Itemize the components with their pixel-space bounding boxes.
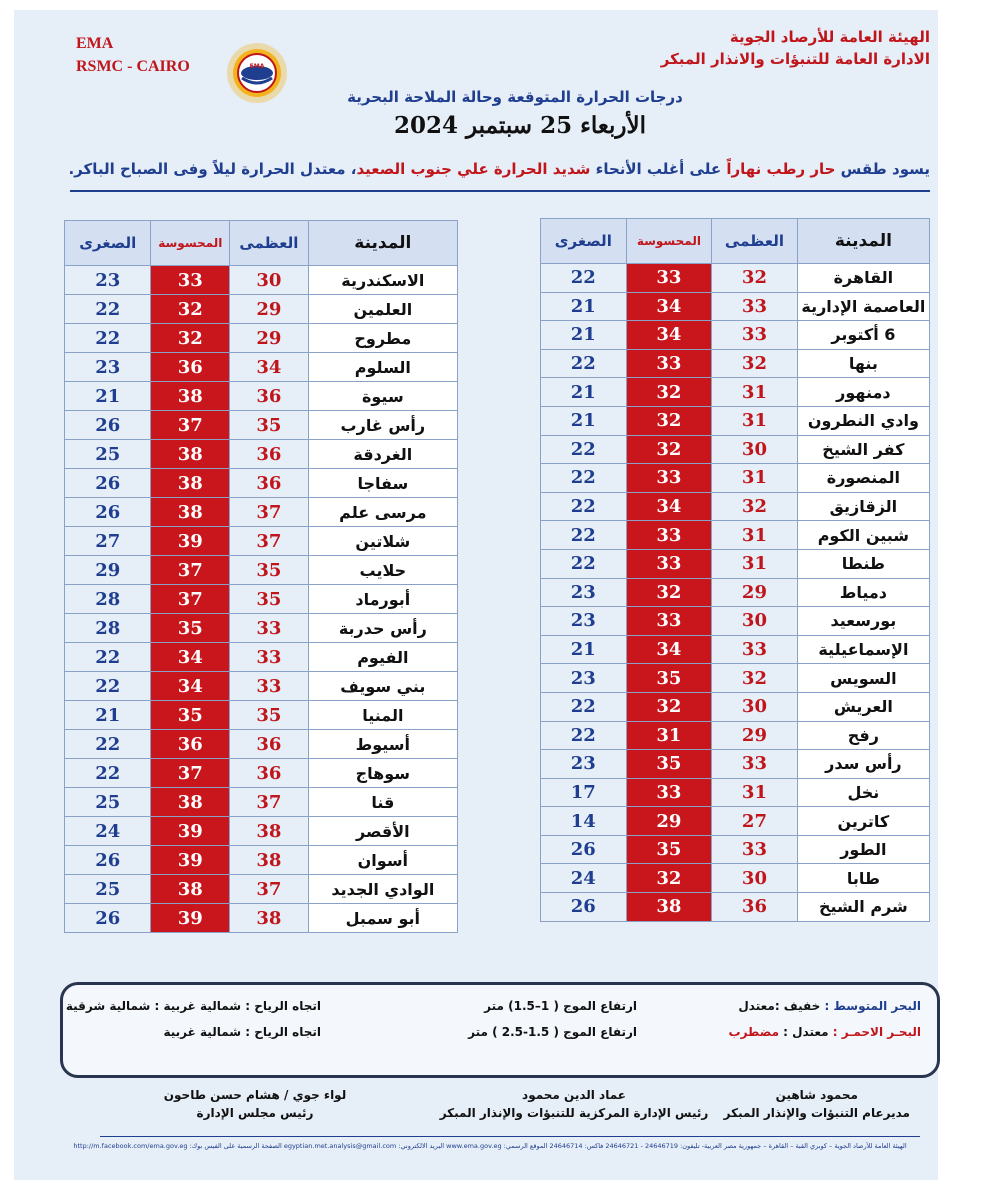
signature-title: مديرعام التنبؤات والإنذار المبكر <box>723 1106 910 1120</box>
max-temp-cell: 36 <box>230 730 309 759</box>
feels-like-temp-cell: 34 <box>626 292 712 321</box>
left-temperature-table <box>64 220 458 933</box>
city-cell: شلاتين <box>308 527 457 556</box>
city-row <box>541 349 930 378</box>
max-temp-cell: 32 <box>712 349 798 378</box>
city-cell: العلمين <box>308 295 457 324</box>
min-temp-cell: 23 <box>541 664 627 693</box>
city-cell: العاصمة الإدارية <box>797 292 929 321</box>
max-temp-cell: 35 <box>230 701 309 730</box>
min-temp-cell: 22 <box>541 692 627 721</box>
summary-part-3: على أغلب الأنحاء <box>590 160 727 178</box>
city-cell: شرم الشيخ <box>797 893 929 922</box>
city-row <box>541 378 930 407</box>
med-sea-label: البحر المتوسط : <box>824 999 921 1013</box>
min-temp-cell: 25 <box>65 788 151 817</box>
feels-like-temp-cell: 38 <box>151 875 230 904</box>
footer-divider <box>100 1136 920 1137</box>
city-cell: رفح <box>797 721 929 750</box>
min-temp-cell: 23 <box>541 750 627 779</box>
min-temp-cell: 22 <box>65 672 151 701</box>
max-temp-cell: 30 <box>712 864 798 893</box>
red-wave-height: ارتفاع الموج ( 1.5-2.5 ) متر <box>468 1025 637 1039</box>
max-temp-cell: 29 <box>712 578 798 607</box>
right-temperature-table <box>540 218 930 922</box>
feels-like-temp-cell: 38 <box>151 440 230 469</box>
city-row <box>541 406 930 435</box>
max-temp-cell: 30 <box>712 435 798 464</box>
feels-like-temp-cell: 32 <box>151 295 230 324</box>
ema-logo-icon <box>218 38 296 108</box>
city-cell: سفاجا <box>308 469 457 498</box>
city-row <box>65 643 458 672</box>
min-temp-cell: 17 <box>541 778 627 807</box>
min-temp-cell: 27 <box>65 527 151 556</box>
city-row <box>65 324 458 353</box>
footer-contact: الهيئة العامة للأرصاد الجوية – كوبري القبة – القاهرة – جمهورية مصر العربية- تليفون: 24646719 - 24646721 فاكس: 24646714 الموقع الرسمي: www.ema.gov.eg البريد الالكتروني: egyptian.met.analysis@gmail.com الصفحة الرسمية على الفيس بوك: http://m.facebook.com/ema.gov.eg <box>73 1142 907 1150</box>
feels-like-temp-cell: 34 <box>151 643 230 672</box>
city-row <box>65 730 458 759</box>
svg-text:EMA: EMA <box>249 63 265 70</box>
city-cell: الإسماعيلية <box>797 635 929 664</box>
max-temp-cell: 33 <box>712 750 798 779</box>
max-temp-cell: 37 <box>230 788 309 817</box>
min-temp-cell: 23 <box>65 353 151 382</box>
city-cell: نخل <box>797 778 929 807</box>
feels-like-temp-cell: 32 <box>626 378 712 407</box>
min-temp-cell: 26 <box>541 893 627 922</box>
city-row <box>541 607 930 636</box>
max-temp-cell: 29 <box>712 721 798 750</box>
feels-like-temp-cell: 31 <box>626 721 712 750</box>
city-cell: رأس حدربة <box>308 614 457 643</box>
red-sea-label: البحـر الاحمـر : <box>832 1025 921 1039</box>
city-cell: كاترين <box>797 807 929 836</box>
feels-like-temp-cell: 33 <box>151 266 230 295</box>
city-cell: حلايب <box>308 556 457 585</box>
header-max: العظمى <box>712 219 798 264</box>
signature-name: عماد الدين محمود <box>522 1088 626 1102</box>
city-row <box>541 635 930 664</box>
summary-part-1: يسود طقس <box>835 160 930 178</box>
max-temp-cell: 33 <box>712 835 798 864</box>
city-row <box>541 321 930 350</box>
max-temp-cell: 31 <box>712 464 798 493</box>
city-cell: دمياط <box>797 578 929 607</box>
min-temp-cell: 22 <box>65 730 151 759</box>
min-temp-cell: 22 <box>541 549 627 578</box>
min-temp-cell: 21 <box>541 635 627 664</box>
max-temp-cell: 33 <box>712 321 798 350</box>
min-temp-cell: 25 <box>65 875 151 904</box>
city-row <box>65 295 458 324</box>
feels-like-temp-cell: 39 <box>151 904 230 933</box>
min-temp-cell: 28 <box>65 614 151 643</box>
max-temp-cell: 30 <box>712 607 798 636</box>
feels-like-temp-cell: 33 <box>626 264 712 293</box>
city-cell: بورسعيد <box>797 607 929 636</box>
bulletin-date: الأربعاء 25 سبتمبر 2024 <box>393 112 647 139</box>
city-cell: أبو سمبل <box>308 904 457 933</box>
city-row <box>65 614 458 643</box>
weather-summary <box>70 160 930 178</box>
city-row <box>541 264 930 293</box>
feels-like-temp-cell: 38 <box>151 469 230 498</box>
city-cell: 6 أكتوبر <box>797 321 929 350</box>
city-row <box>541 578 930 607</box>
city-cell: وادي النطرون <box>797 406 929 435</box>
max-temp-cell: 31 <box>712 406 798 435</box>
city-cell: الفيوم <box>308 643 457 672</box>
signature-name: لواء جوي / هشام حسن طاحون <box>163 1088 347 1102</box>
city-row <box>541 721 930 750</box>
header-feel: المحسوسة <box>626 219 712 264</box>
city-row <box>65 266 458 295</box>
max-temp-cell: 31 <box>712 378 798 407</box>
feels-like-temp-cell: 33 <box>626 778 712 807</box>
city-row <box>65 440 458 469</box>
city-row <box>541 549 930 578</box>
min-temp-cell: 22 <box>541 721 627 750</box>
feels-like-temp-cell: 33 <box>626 607 712 636</box>
city-cell: رأس سدر <box>797 750 929 779</box>
red-sea-status <box>729 1025 921 1039</box>
city-cell: السويس <box>797 664 929 693</box>
city-cell: طنطا <box>797 549 929 578</box>
feels-like-temp-cell: 32 <box>626 435 712 464</box>
min-temp-cell: 25 <box>65 440 151 469</box>
signature-chairman <box>140 1088 370 1120</box>
header-min: الصغرى <box>65 221 151 266</box>
ema-header-text <box>76 32 216 78</box>
min-temp-cell: 22 <box>65 759 151 788</box>
city-cell: أبورماد <box>308 585 457 614</box>
city-cell: كفر الشيخ <box>797 435 929 464</box>
city-cell: رأس غارب <box>308 411 457 440</box>
min-temp-cell: 22 <box>65 324 151 353</box>
min-temp-cell: 24 <box>65 817 151 846</box>
max-temp-cell: 35 <box>230 411 309 440</box>
city-cell: المنيا <box>308 701 457 730</box>
min-temp-cell: 26 <box>65 846 151 875</box>
max-temp-cell: 37 <box>230 527 309 556</box>
min-temp-cell: 23 <box>541 607 627 636</box>
min-temp-cell: 21 <box>541 406 627 435</box>
max-temp-cell: 30 <box>230 266 309 295</box>
feels-like-temp-cell: 35 <box>151 614 230 643</box>
feels-like-temp-cell: 36 <box>151 730 230 759</box>
max-temp-cell: 27 <box>712 807 798 836</box>
min-temp-cell: 23 <box>65 266 151 295</box>
city-cell: قنا <box>308 788 457 817</box>
feels-like-temp-cell: 34 <box>626 321 712 350</box>
city-row <box>65 411 458 440</box>
city-row <box>541 893 930 922</box>
max-temp-cell: 33 <box>712 292 798 321</box>
feels-like-temp-cell: 32 <box>626 692 712 721</box>
city-row <box>541 435 930 464</box>
feels-like-temp-cell: 33 <box>626 521 712 550</box>
max-temp-cell: 37 <box>230 498 309 527</box>
org-name: الهيئة العامة للأرصاد الجوية <box>729 28 930 46</box>
city-cell: شبين الكوم <box>797 521 929 550</box>
med-wind-direction: اتجاه الرياح : شمالية غربية : شمالية شرقية <box>65 999 321 1013</box>
max-temp-cell: 38 <box>230 846 309 875</box>
sea-conditions-box <box>60 982 940 1078</box>
feels-like-temp-cell: 35 <box>626 835 712 864</box>
min-temp-cell: 28 <box>65 585 151 614</box>
header-feel: المحسوسة <box>151 221 230 266</box>
min-temp-cell: 22 <box>541 264 627 293</box>
feels-like-temp-cell: 32 <box>626 406 712 435</box>
feels-like-temp-cell: 34 <box>151 672 230 701</box>
city-row <box>541 778 930 807</box>
med-wave-height: ارتفاع الموج ( 1–1.5) متر <box>484 999 637 1013</box>
min-temp-cell: 22 <box>541 521 627 550</box>
signature-title: رئيس الإدارة المركزية للتنبؤات والإنذار المبكر <box>439 1106 709 1120</box>
max-temp-cell: 35 <box>230 556 309 585</box>
header-city: المدينة <box>797 219 929 264</box>
max-temp-cell: 31 <box>712 521 798 550</box>
min-temp-cell: 24 <box>541 864 627 893</box>
city-cell: أسيوط <box>308 730 457 759</box>
max-temp-cell: 33 <box>230 643 309 672</box>
feels-like-temp-cell: 29 <box>626 807 712 836</box>
city-row <box>541 835 930 864</box>
max-temp-cell: 33 <box>230 614 309 643</box>
city-cell: العريش <box>797 692 929 721</box>
city-cell: الزقازيق <box>797 492 929 521</box>
min-temp-cell: 21 <box>65 701 151 730</box>
feels-like-temp-cell: 39 <box>151 846 230 875</box>
signature-forecast-director <box>724 1088 910 1120</box>
max-temp-cell: 32 <box>712 492 798 521</box>
feels-like-temp-cell: 39 <box>151 817 230 846</box>
min-temp-cell: 29 <box>65 556 151 585</box>
min-temp-cell: 21 <box>541 378 627 407</box>
feels-like-temp-cell: 38 <box>626 893 712 922</box>
city-row <box>541 807 930 836</box>
min-temp-cell: 26 <box>65 904 151 933</box>
min-temp-cell: 22 <box>541 492 627 521</box>
city-row <box>65 788 458 817</box>
max-temp-cell: 31 <box>712 549 798 578</box>
max-temp-cell: 29 <box>230 295 309 324</box>
city-row <box>65 904 458 933</box>
max-temp-cell: 33 <box>712 635 798 664</box>
city-cell: المنصورة <box>797 464 929 493</box>
city-cell: سيوة <box>308 382 457 411</box>
city-cell: طابا <box>797 864 929 893</box>
city-row <box>541 464 930 493</box>
feels-like-temp-cell: 37 <box>151 759 230 788</box>
max-temp-cell: 29 <box>230 324 309 353</box>
ema-abbrev: EMA <box>76 35 114 52</box>
city-cell: سوهاج <box>308 759 457 788</box>
city-row <box>541 492 930 521</box>
feels-like-temp-cell: 32 <box>626 864 712 893</box>
max-temp-cell: 36 <box>230 469 309 498</box>
city-cell: الاسكندرية <box>308 266 457 295</box>
max-temp-cell: 30 <box>712 692 798 721</box>
summary-part-4: شديد الحرارة علي جنوب الصعيد <box>356 160 591 178</box>
max-temp-cell: 36 <box>230 759 309 788</box>
feels-like-temp-cell: 35 <box>626 750 712 779</box>
min-temp-cell: 21 <box>541 292 627 321</box>
feels-like-temp-cell: 37 <box>151 585 230 614</box>
city-row <box>65 672 458 701</box>
city-cell: بنها <box>797 349 929 378</box>
signature-name: محمود شاهين <box>775 1088 858 1102</box>
feels-like-temp-cell: 32 <box>626 578 712 607</box>
feels-like-temp-cell: 34 <box>626 492 712 521</box>
min-temp-cell: 26 <box>65 411 151 440</box>
feels-like-temp-cell: 33 <box>626 464 712 493</box>
min-temp-cell: 26 <box>541 835 627 864</box>
feels-like-temp-cell: 38 <box>151 788 230 817</box>
feels-like-temp-cell: 35 <box>151 701 230 730</box>
city-row <box>541 292 930 321</box>
max-temp-cell: 36 <box>230 440 309 469</box>
city-row <box>65 382 458 411</box>
city-row <box>541 864 930 893</box>
city-row <box>65 556 458 585</box>
feels-like-temp-cell: 32 <box>151 324 230 353</box>
feels-like-temp-cell: 33 <box>626 349 712 378</box>
rsmc-label: RSMC - CAIRO <box>76 58 190 75</box>
city-row <box>65 585 458 614</box>
max-temp-cell: 36 <box>712 893 798 922</box>
city-row <box>65 527 458 556</box>
max-temp-cell: 34 <box>230 353 309 382</box>
city-row <box>65 353 458 382</box>
feels-like-temp-cell: 38 <box>151 382 230 411</box>
header-max: العظمى <box>230 221 309 266</box>
city-row <box>65 875 458 904</box>
signature-title: رئيس مجلس الإدارة <box>196 1106 314 1120</box>
city-row <box>65 846 458 875</box>
feels-like-temp-cell: 33 <box>626 549 712 578</box>
feels-like-temp-cell: 38 <box>151 498 230 527</box>
city-cell: دمنهور <box>797 378 929 407</box>
summary-underline <box>70 190 930 192</box>
city-row <box>65 498 458 527</box>
min-temp-cell: 22 <box>65 643 151 672</box>
med-sea-state: خفيف :معتدل <box>738 999 821 1013</box>
city-row <box>541 521 930 550</box>
city-cell: القاهرة <box>797 264 929 293</box>
city-row <box>65 759 458 788</box>
max-temp-cell: 36 <box>230 382 309 411</box>
min-temp-cell: 22 <box>65 295 151 324</box>
red-wind-direction: اتجاه الرياح : شمالية غربية <box>163 1025 321 1039</box>
city-cell: الأقصر <box>308 817 457 846</box>
summary-part-2: حار رطب نهاراً <box>726 160 836 178</box>
city-row <box>65 817 458 846</box>
city-cell: الوادي الجديد <box>308 875 457 904</box>
min-temp-cell: 23 <box>541 578 627 607</box>
feels-like-temp-cell: 37 <box>151 556 230 585</box>
header-city: المدينة <box>308 221 457 266</box>
med-sea-status <box>738 999 921 1013</box>
min-temp-cell: 14 <box>541 807 627 836</box>
city-cell: أسوان <box>308 846 457 875</box>
min-temp-cell: 21 <box>541 321 627 350</box>
min-temp-cell: 22 <box>541 435 627 464</box>
min-temp-cell: 21 <box>65 382 151 411</box>
max-temp-cell: 38 <box>230 817 309 846</box>
city-cell: السلوم <box>308 353 457 382</box>
signature-central-director <box>424 1088 724 1120</box>
city-cell: مرسى علم <box>308 498 457 527</box>
city-row <box>541 664 930 693</box>
city-row <box>65 701 458 730</box>
max-temp-cell: 37 <box>230 875 309 904</box>
min-temp-cell: 22 <box>541 464 627 493</box>
max-temp-cell: 32 <box>712 264 798 293</box>
org-department: الادارة العامة للتنبؤات والانذار المبكر <box>660 50 930 68</box>
feels-like-temp-cell: 36 <box>151 353 230 382</box>
summary-part-5: ، معتدل الحرارة ليلاً وفى الصباح الباكر. <box>68 160 357 178</box>
feels-like-temp-cell: 39 <box>151 527 230 556</box>
city-cell: بني سويف <box>308 672 457 701</box>
red-sea-state-b: مضطرب <box>728 1025 779 1039</box>
city-cell: الطور <box>797 835 929 864</box>
city-cell: الغردقة <box>308 440 457 469</box>
max-temp-cell: 31 <box>712 778 798 807</box>
max-temp-cell: 32 <box>712 664 798 693</box>
feels-like-temp-cell: 35 <box>626 664 712 693</box>
feels-like-temp-cell: 34 <box>626 635 712 664</box>
city-row <box>541 692 930 721</box>
red-sea-state-a: معتدل : <box>779 1025 829 1039</box>
min-temp-cell: 26 <box>65 498 151 527</box>
max-temp-cell: 38 <box>230 904 309 933</box>
city-cell: مطروح <box>308 324 457 353</box>
min-temp-cell: 26 <box>65 469 151 498</box>
bulletin-title: درجات الحرارة المتوقعة وحالة الملاحة البحرية <box>347 88 683 106</box>
header-min: الصغرى <box>541 219 627 264</box>
city-row <box>65 469 458 498</box>
feels-like-temp-cell: 37 <box>151 411 230 440</box>
city-row <box>541 750 930 779</box>
max-temp-cell: 33 <box>230 672 309 701</box>
max-temp-cell: 35 <box>230 585 309 614</box>
min-temp-cell: 22 <box>541 349 627 378</box>
